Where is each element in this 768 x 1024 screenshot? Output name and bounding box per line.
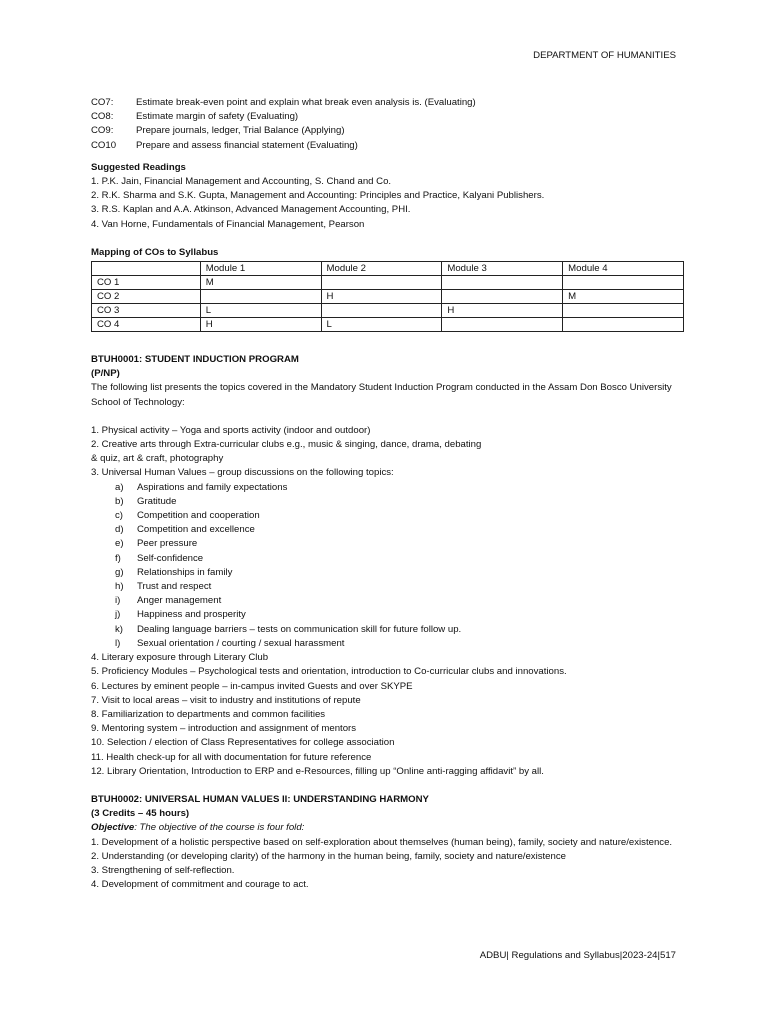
table-cell [442,290,563,304]
sip-item: 9. Mentoring system – introduction and assignment of mentors [91,723,357,735]
sip-subitem [115,580,685,594]
sip-subitem [115,637,685,651]
sub-text: Happiness and prosperity [137,609,246,621]
reading-item: 1. P.K. Jain, Financial Management and Accounting, S. Chand and Co. [91,176,392,188]
sip-title: BTUH0001: STUDENT INDUCTION PROGRAM [91,354,299,366]
table-cell [563,318,684,332]
sub-text: Anger management [137,595,222,607]
sub-letter: c) [115,510,123,522]
co-text: Estimate break-even point and explain what break even analysis is. (Evaluating) [136,97,476,108]
table-cell [321,304,442,318]
page-header: DEPARTMENT OF HUMANITIES [533,50,676,61]
reading-item: 4. Van Horne, Fundamentals of Financial Management, Pearson [91,218,365,230]
mapping-title: Mapping of COs to Syllabus [91,246,219,258]
table-cell: M [563,290,684,304]
table-header-row [92,262,684,276]
co-id: CO10 [91,139,117,151]
co-id: CO8: [91,111,114,123]
sip-item: 4. Literary exposure through Literary Club [91,652,269,664]
table-cell: H [200,318,321,332]
sub-letter: e) [115,538,124,550]
uhv-item: 1. Development of a holistic perspective based on self-exploration about themselves (human being), family, society and nature/existence. [91,836,673,848]
sip-subitem [115,623,685,637]
sip-item: 2. Creative arts through Extra-curricular clubs e.g., music & singing, dance, drama, debating [91,439,482,451]
sub-text: Dealing language barriers – tests on communication skill for future follow up. [137,623,462,635]
table-row [92,304,684,318]
mapping-table [91,261,684,332]
sub-text: Peer pressure [137,538,198,550]
table-cell: M [200,276,321,290]
uhv-item: 4. Development of commitment and courage to act. [91,879,309,891]
sub-text: Competition and cooperation [137,510,260,522]
sip-item: 11. Health check-up for all with documentation for future reference [91,751,372,763]
uhv-title: BTUH0002: UNIVERSAL HUMAN VALUES II: UNDERSTANDING HARMONY [91,793,429,805]
uhv-objective [91,821,685,835]
sub-letter: k) [115,623,123,635]
reading-item: 3. R.S. Kaplan and A.A. Atkinson, Advanced Management Accounting, PHI. [91,204,411,216]
sub-text: Self-confidence [137,552,204,564]
table-cell: H [321,290,442,304]
sub-letter: d) [115,524,124,536]
sub-letter: f) [115,552,121,564]
sip-subitem [115,495,685,509]
sub-letter: l) [115,637,121,649]
table-header-cell [92,262,201,276]
sub-letter: j) [115,609,121,621]
sub-text: Competition and excellence [137,524,255,536]
table-cell: CO 4 [92,318,201,332]
sip-item-continued: & quiz, art & craft, photography [91,453,224,465]
table-cell [442,276,563,290]
table-header-cell: Module 3 [442,262,563,276]
suggested-readings [91,161,685,232]
reading-item: 2. R.K. Sharma and S.K. Gupta, Management and Accounting: Principles and Practice, Kalyani Publishers. [91,190,545,202]
sip-grading: (P/NP) [91,368,120,380]
sip-item: 8. Familiarization to departments and common facilities [91,708,326,720]
co-text: Estimate margin of safety (Evaluating) [136,111,299,123]
course-outcome-row [91,96,685,110]
table-cell [563,276,684,290]
sip-item: 1. Physical activity – Yoga and sports activity (indoor and outdoor) [91,424,371,436]
sub-text: Relationships in family [137,566,233,578]
sip-item: 10. Selection / election of Class Representatives for college association [91,737,395,749]
table-header-cell: Module 2 [321,262,442,276]
page-footer: ADBU| Regulations and Syllabus|2023-24|517 [479,950,676,961]
sip-subitem [115,481,685,495]
course-outcome-row [91,124,685,138]
sip-item: 6. Lectures by eminent people – in-campus invited Guests and over SKYPE [91,680,413,692]
sip-item: 12. Library Orientation, Introduction to ERP and e-Resources, filling up “Online anti-ragging affidavit” by all. [91,765,544,777]
sub-text: Gratitude [137,495,177,507]
sip-item: 5. Proficiency Modules – Psychological tests and orientation, introduction to Co-curricular clubs and innovations. [91,666,567,678]
sub-text: Sexual orientation / courting / sexual harassment [137,637,345,649]
student-induction-program [91,353,685,779]
sip-subitem [115,608,685,622]
universal-human-values [91,793,685,892]
table-cell [200,290,321,304]
sub-letter: i) [115,595,121,607]
sip-item: 3. Universal Human Values – group discussions on the following topics: [91,467,394,479]
sub-letter: g) [115,566,124,578]
mapping-section [91,246,685,332]
sip-subitem [115,509,685,523]
table-header-cell: Module 4 [563,262,684,276]
sub-text: Trust and respect [137,581,212,593]
table-row [92,276,684,290]
table-row [92,318,684,332]
readings-title: Suggested Readings [91,161,186,173]
table-cell [563,304,684,318]
page-content [91,96,685,892]
sip-intro: The following list presents the topics covered in the Mandatory Student Induction Program conducted in the Assam Don Bosco University School of Technology: [91,382,672,408]
sip-subitem [115,566,685,580]
course-outcome-row [91,110,685,124]
objective-label: Objective [91,822,135,834]
table-cell: H [442,304,563,318]
table-cell: L [321,318,442,332]
uhv-item: 3. Strengthening of self-reflection. [91,864,235,876]
table-cell [442,318,563,332]
sub-letter: b) [115,495,124,507]
co-id: CO7: [91,97,114,108]
sip-subitem [115,594,685,608]
table-cell: CO 1 [92,276,201,290]
table-cell [321,276,442,290]
sip-item: 7. Visit to local areas – visit to industry and institutions of repute [91,694,361,706]
sub-letter: a) [115,481,124,493]
sip-subitem [115,523,685,537]
objective-text: : The objective of the course is four fold: [134,822,305,834]
uhv-item: 2. Understanding (or developing clarity) of the harmony in the human being, family, society and nature/existence [91,850,566,862]
table-cell: CO 3 [92,304,201,318]
table-cell: CO 2 [92,290,201,304]
sub-letter: h) [115,581,124,593]
sub-text: Aspirations and family expectations [137,481,288,493]
co-id: CO9: [91,125,114,137]
sip-subitem [115,552,685,566]
uhv-credits: (3 Credits – 45 hours) [91,808,190,820]
table-cell: L [200,304,321,318]
course-outcome-row [91,139,685,153]
sip-subitem [115,537,685,551]
co-text: Prepare journals, ledger, Trial Balance (Applying) [136,125,345,137]
course-outcomes [91,96,685,153]
table-row [92,290,684,304]
table-header-cell: Module 1 [200,262,321,276]
co-text: Prepare and assess financial statement (Evaluating) [136,139,358,151]
